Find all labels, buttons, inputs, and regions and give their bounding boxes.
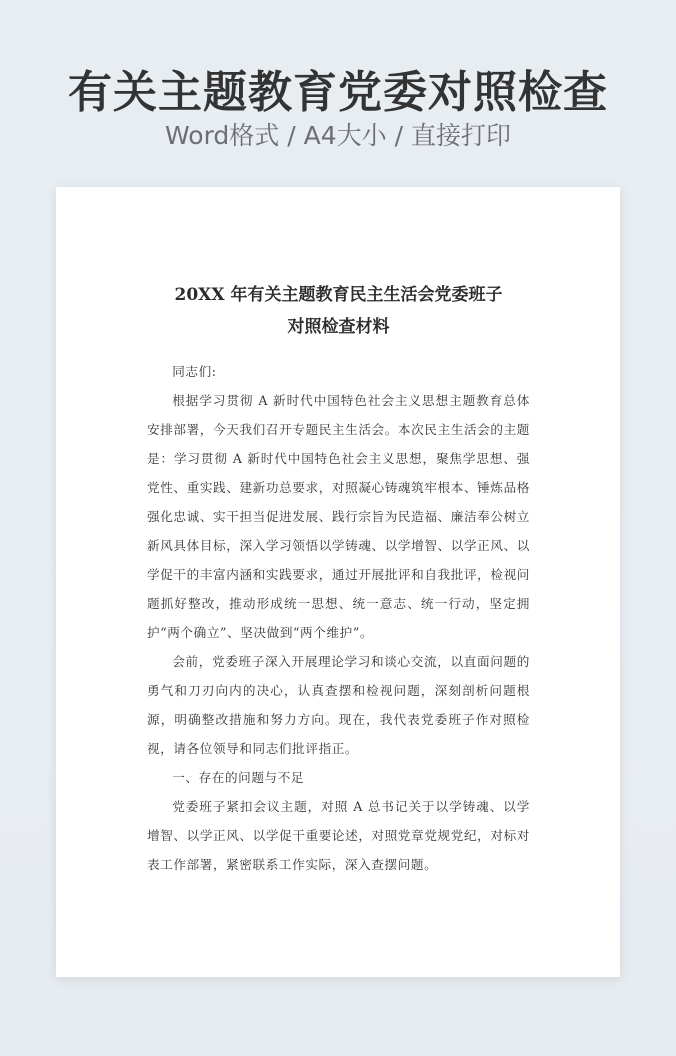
body-paragraph-2: 会前，党委班子深入开展理论学习和谈心交流，以直面问题的勇气和刀刃向内的决心，认真查摆和检视问题，深刻剖析问题根源，明确整改措施和努力方向。现在，我代表党委班子作对照检视，请各位领导和同志们批评指正。 [147,654,530,756]
document-title-line-2: 对照检查材料 [287,317,390,337]
document-title [127,279,550,343]
document-body [147,357,530,879]
body-paragraph-1: 根据学习贯彻 A 新时代中国特色社会主义思想主题教育总体安排部署，今天我们召开专题民主生活会。本次民主生活会的主题是：学习贯彻 A 新时代中国特色社会主义思想，聚焦学思想、强党性、重实践、建新功总要求，对照凝心铸魂筑牢根本、锤炼品格强化忠诚、实干担当促进发展、践行宗旨为民造福、廉洁奉公树立新风具体目标，深入学习领悟以学铸魂、以学增智、以学正风、以学促干的丰富内涵和实践要求，通过开展批评和自我批评，检视问题抓好整改，推动形成统一思想、统一意志、统一行动，坚定拥护“两个确立”、坚决做到“两个维护”。 [147,393,530,640]
body-paragraph-3: 党委班子紧扣会议主题，对照 A 总书记关于以学铸魂、以学增智、以学正风、以学促干重要论述，对照党章党规党纪，对标对表工作部署，紧密联系工作实际，深入查摆问题。 [147,799,530,872]
section-heading-1: 一、存在的问题与不足 [172,770,305,785]
banner-subtitle: Word格式 / A4大小 / 直接打印 [165,121,511,150]
document-title-line-1: 20XX 年有关主题教育民主生活会党委班子 [174,285,503,305]
document-content [147,279,530,879]
document-page [56,187,620,977]
salutation: 同志们: [172,364,217,379]
banner-title: 有关主题教育党委对照检查 [68,67,608,118]
